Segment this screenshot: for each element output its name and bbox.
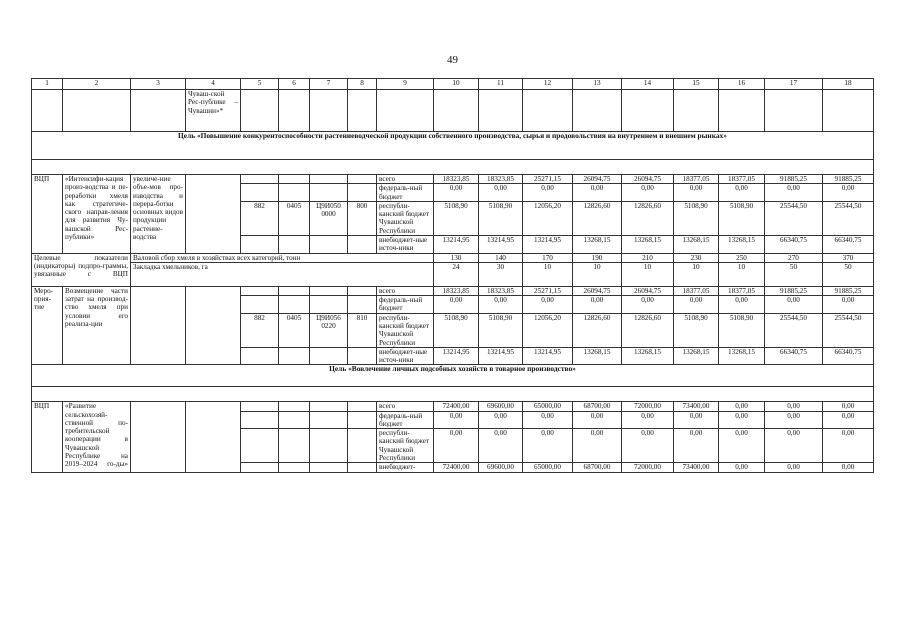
value-cell: 65000,00 (523, 402, 573, 411)
value-cell: 5108,90 (434, 201, 479, 235)
value-cell: 69600,00 (479, 402, 523, 411)
col-header: 11 (479, 79, 523, 90)
value-cell: 69600,00 (479, 463, 523, 472)
value-cell: 26094,75 (573, 286, 622, 295)
col-header: 8 (348, 79, 377, 90)
value-cell: 50 (765, 262, 823, 286)
program-name: «Интенсифи-кация произ-водства и пе-реработки хмеля как стратегиче-ского направ-ления для развития Чу-вашской Рес-публики» (63, 175, 131, 254)
continuation-text: Чуваш-ской Рес-публике – Чувашии»* (186, 90, 241, 132)
value-cell: 66340,75 (823, 235, 874, 253)
value-cell: 0,00 (765, 411, 823, 429)
col-header: 16 (719, 79, 765, 90)
value-cell: 26094,75 (622, 286, 674, 295)
value-cell: 0,00 (719, 411, 765, 429)
value-cell: 12056,20 (523, 313, 573, 347)
value-cell: 0,00 (674, 184, 719, 202)
value-cell: 72400,00 (434, 402, 479, 411)
value-cell: 13268,15 (622, 347, 674, 365)
value-cell: 30 (479, 262, 523, 286)
table-row (32, 286, 874, 295)
value-cell: 0,00 (573, 411, 622, 429)
col-header: 18 (823, 79, 874, 90)
value-cell: 13268,15 (573, 347, 622, 365)
value-cell: 72400,00 (434, 463, 479, 472)
funding-source: внебюджет-ные источ-ники (377, 235, 434, 253)
col-header: 6 (279, 79, 310, 90)
value-cell: 0,00 (674, 411, 719, 429)
value-cell: 5108,90 (479, 313, 523, 347)
value-cell: 12056,20 (523, 201, 573, 235)
value-cell: 0,00 (434, 429, 479, 463)
indicator-name: Закладка хмельников, га (131, 262, 434, 286)
value-cell: 13214,95 (479, 347, 523, 365)
budget-table (31, 78, 874, 473)
value-cell: 18323,85 (434, 286, 479, 295)
value-cell: 12826,60 (622, 201, 674, 235)
value-cell: 13214,95 (479, 235, 523, 253)
value-cell: 0,00 (573, 296, 622, 314)
value-cell: 91885,25 (765, 175, 823, 184)
value-cell: 13268,15 (674, 235, 719, 253)
value-cell: 0,00 (622, 296, 674, 314)
value-cell: 10 (573, 262, 622, 286)
row-type: ВЦП (32, 402, 63, 472)
col-header: 13 (573, 79, 622, 90)
value-cell: 18323,85 (479, 175, 523, 184)
value-cell: 18323,85 (434, 175, 479, 184)
value-cell: 0,00 (765, 463, 823, 472)
value-cell: 12826,60 (622, 313, 674, 347)
value-cell: 13268,15 (573, 235, 622, 253)
col-header: 4 (186, 79, 241, 90)
value-cell: 25544,50 (765, 313, 823, 347)
indicator-row (32, 253, 874, 262)
value-cell: 0,00 (523, 411, 573, 429)
value-cell: 25271,15 (523, 286, 573, 295)
value-cell: 73400,00 (674, 463, 719, 472)
value-cell: 0,00 (823, 429, 874, 463)
value-cell: 13268,15 (719, 235, 765, 253)
value-cell: 25544,50 (765, 201, 823, 235)
code-rz: 0405 (279, 201, 310, 235)
col-header: 10 (434, 79, 479, 90)
value-cell: 18377,05 (674, 175, 719, 184)
indicator-row (32, 262, 874, 286)
code-csr: Ц9И056 0220 (310, 313, 348, 347)
value-cell: 0,00 (622, 429, 674, 463)
value-cell: 18377,05 (719, 286, 765, 295)
indicators-label: Целевые показатели (индикаторы) подпро-граммы, увязанные с ВЦП (32, 253, 131, 286)
goal-row (32, 365, 874, 387)
value-cell: 270 (765, 253, 823, 262)
table-row (32, 402, 874, 411)
value-cell: 210 (622, 253, 674, 262)
value-cell: 0,00 (719, 463, 765, 472)
funding-source: республи-канский бюджет Чувашской Республики (377, 313, 434, 347)
value-cell: 13268,15 (719, 347, 765, 365)
funding-source: федераль-ный бюджет (377, 411, 434, 429)
funding-source: всего (377, 286, 434, 295)
value-cell: 66340,75 (823, 347, 874, 365)
value-cell: 0,00 (765, 296, 823, 314)
value-cell: 26094,75 (573, 175, 622, 184)
funding-source: республи-канский бюджет Чувашской Республики (377, 201, 434, 235)
code-rz: 0405 (279, 313, 310, 347)
funding-source: федераль-ный бюджет (377, 184, 434, 202)
goal-row (32, 132, 874, 160)
goal-spacer (32, 160, 874, 175)
code-grbs: 882 (241, 201, 279, 235)
col-header: 17 (765, 79, 823, 90)
value-cell: 0,00 (674, 296, 719, 314)
funding-source: всего (377, 175, 434, 184)
row-type: ВЦП (32, 175, 63, 254)
value-cell: 26094,75 (622, 175, 674, 184)
col-header: 9 (377, 79, 434, 90)
value-cell: 0,00 (823, 411, 874, 429)
code-vr: 810 (348, 313, 377, 347)
goal-title: Цель «Вовлечение личных подсобных хозяйств в товарное производство» (32, 365, 874, 387)
value-cell: 10 (523, 262, 573, 286)
value-cell: 91885,25 (765, 286, 823, 295)
goal-title: Цель «Повышение конкурентоспособности растениеводческой продукции собственного производства, сырья и продовольствия на внутреннем и внешнем рынках» (32, 132, 874, 160)
value-cell: 5108,90 (719, 313, 765, 347)
value-cell: 91885,25 (823, 286, 874, 295)
value-cell: 18323,85 (479, 286, 523, 295)
value-cell: 13214,95 (523, 347, 573, 365)
value-cell: 190 (573, 253, 622, 262)
program-name: «Развитие сельскохозяй-ственной по-требительской кооперации в Чувашской Республике на 2019–2024 го-ды» (63, 402, 131, 472)
value-cell: 13268,15 (674, 347, 719, 365)
value-cell: 13214,95 (434, 347, 479, 365)
value-cell: 18377,05 (719, 175, 765, 184)
value-cell: 0,00 (823, 463, 874, 472)
value-cell: 25544,50 (823, 313, 874, 347)
value-cell: 0,00 (434, 411, 479, 429)
value-cell: 0,00 (719, 184, 765, 202)
col-header: 15 (674, 79, 719, 90)
value-cell: 0,00 (765, 429, 823, 463)
value-cell: 5108,90 (674, 201, 719, 235)
code-csr: Ц9И050 0000 (310, 201, 348, 235)
program-goal: увеличе-ние объе-мов про-изводства и перера-ботки основных видов продукции растение-водства (131, 175, 186, 254)
value-cell: 50 (823, 262, 874, 286)
value-cell: 370 (823, 253, 874, 262)
value-cell: 0,00 (523, 184, 573, 202)
col-header: 2 (63, 79, 131, 90)
value-cell: 0,00 (479, 184, 523, 202)
value-cell: 230 (674, 253, 719, 262)
code-vr: 800 (348, 201, 377, 235)
value-cell: 0,00 (523, 429, 573, 463)
value-cell: 0,00 (674, 429, 719, 463)
value-cell: 25544,50 (823, 201, 874, 235)
indicator-name: Валовой сбор хмеля в хозяйствах всех категорий, тонн (131, 253, 434, 262)
header-row (32, 79, 874, 90)
value-cell: 0,00 (719, 402, 765, 411)
funding-source: федераль-ный бюджет (377, 296, 434, 314)
page-number: 49 (447, 54, 458, 66)
value-cell: 0,00 (434, 184, 479, 202)
value-cell: 0,00 (823, 296, 874, 314)
row-type: Меро-прия-тие (32, 286, 63, 365)
value-cell: 66340,75 (765, 347, 823, 365)
value-cell: 250 (719, 253, 765, 262)
value-cell: 91885,25 (823, 175, 874, 184)
value-cell: 12826,60 (573, 313, 622, 347)
value-cell: 13214,95 (523, 235, 573, 253)
value-cell: 24 (434, 262, 479, 286)
value-cell: 0,00 (622, 411, 674, 429)
value-cell: 0,00 (434, 296, 479, 314)
value-cell: 0,00 (622, 184, 674, 202)
value-cell: 68700,00 (573, 463, 622, 472)
value-cell: 0,00 (479, 411, 523, 429)
value-cell: 65000,00 (523, 463, 573, 472)
value-cell: 73400,00 (674, 402, 719, 411)
col-header: 1 (32, 79, 63, 90)
value-cell: 5108,90 (674, 313, 719, 347)
value-cell: 5108,90 (434, 313, 479, 347)
value-cell: 12826,60 (573, 201, 622, 235)
value-cell: 0,00 (479, 429, 523, 463)
value-cell: 5108,90 (719, 201, 765, 235)
code-grbs: 882 (241, 313, 279, 347)
continuation-row (32, 90, 874, 132)
col-header: 7 (310, 79, 348, 90)
value-cell: 13268,15 (622, 235, 674, 253)
funding-source: всего (377, 402, 434, 411)
value-cell: 18377,05 (674, 286, 719, 295)
table-row (32, 175, 874, 184)
measure-name: Возмещение части затрат на производ-ство хмеля при условии его реализа-ции (63, 286, 131, 365)
value-cell: 0,00 (765, 184, 823, 202)
value-cell: 0,00 (823, 402, 874, 411)
value-cell: 66340,75 (765, 235, 823, 253)
value-cell: 0,00 (479, 296, 523, 314)
value-cell: 0,00 (719, 296, 765, 314)
value-cell: 72000,00 (622, 402, 674, 411)
value-cell: 13214,95 (434, 235, 479, 253)
value-cell: 0,00 (573, 184, 622, 202)
value-cell: 0,00 (719, 429, 765, 463)
value-cell: 0,00 (765, 402, 823, 411)
value-cell: 170 (523, 253, 573, 262)
col-header: 12 (523, 79, 573, 90)
value-cell: 0,00 (573, 429, 622, 463)
value-cell: 130 (434, 253, 479, 262)
col-header: 5 (241, 79, 279, 90)
funding-source: внебюджет-ные источ-ники (377, 347, 434, 365)
value-cell: 10 (674, 262, 719, 286)
value-cell: 25271,15 (523, 175, 573, 184)
col-header: 14 (622, 79, 674, 90)
funding-source: внебюджет- (377, 463, 434, 472)
value-cell: 0,00 (523, 296, 573, 314)
funding-source: республи-канский бюджет Чувашской Республики (377, 429, 434, 463)
value-cell: 0,00 (823, 184, 874, 202)
value-cell: 10 (622, 262, 674, 286)
value-cell: 72000,00 (622, 463, 674, 472)
col-header: 3 (131, 79, 186, 90)
goal-spacer (32, 387, 874, 402)
value-cell: 140 (479, 253, 523, 262)
value-cell: 10 (719, 262, 765, 286)
value-cell: 5108,90 (479, 201, 523, 235)
value-cell: 68700,00 (573, 402, 622, 411)
